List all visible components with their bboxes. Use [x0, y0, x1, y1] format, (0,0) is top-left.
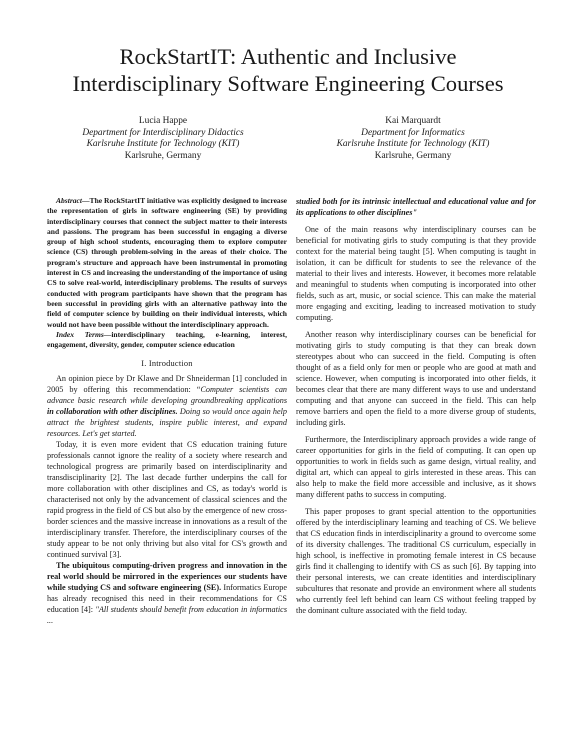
- body-paragraph-4: This paper proposes to grant special attention to the opportunities offered by the interdisciplinary learning and teaching of CS. We believe that CS education finds in interdisciplinarity a ground to overcome some of its diversity challenges. The traditional CS curriculum, especially in high school, is ineffective in promoting female interest in CS because girls find it challenging to identify with CS as such [6]. By tapping into their personal interests, we can create identities and interdisciplinary subcultures that resonate and provide an environment where all students who currently feel left behind can learn CS without feeling trapped by the dominant culture associated with the field today.: [296, 507, 536, 615]
- author-name: Kai Marquardt: [385, 116, 441, 126]
- index-terms-text: —interdisciplinary teaching, e-learning, interest, engagement, diversity, gender, computer science education: [47, 329, 287, 350]
- index-terms-label: Index Terms: [56, 329, 104, 339]
- author-department: Department for Informatics: [361, 127, 465, 138]
- body-paragraph-3: Furthermore, the Interdisciplinary approach provides a wide range of career opportunities for girls in the field of computing. It can open up opportunities to work in fields such as game design, virtual reality, and digital art, which can appeal to girls interested in these areas. This can also help to make the field more accessible and inclusive, as it shows many different paths to success in computing.: [296, 435, 536, 499]
- right-column: [296, 196, 536, 616]
- intro-paragraph-1: An opinion piece by Dr Klawe and Dr Shneiderman [1] concluded in 2005 by offering this recommendation: “Computer scientists can advance basic research while developing groundbreaking applications in collaboration with other disciplines. Doing so would once again help attract the brightest students, inspire public interest, and expand resources. Let's get started.: [47, 374, 288, 439]
- paper-title: [40, 43, 536, 97]
- author-institute: Karlsruhe Institute for Technology (KIT): [336, 139, 490, 149]
- quote-continuation: studied both for its intrinsic intellectual and educational value and for its applications to other disciplines": [296, 197, 536, 217]
- left-column: [47, 196, 287, 626]
- body-paragraph-2: Another reason why interdisciplinary courses can be beneficial for motivating girls to study computing is that they can break down stereotypes about who can succeed in the field. Computing is often thought of as a field only for men or people who are good at math and science. However, when computing is incorporated into other fields, it becomes clear that there are many different ways to use and understand computing and that anyone can succeed in the field. This can help remove barriers and open the field to a more diverse group of students, including girls.: [296, 330, 536, 427]
- author-location: Karlsruhe, Germany: [374, 150, 452, 161]
- author-name: Lucia Happe: [138, 116, 188, 126]
- abstract: [47, 196, 287, 350]
- author-block-2: [288, 116, 538, 162]
- author-location: Karlsruhe, Germany: [124, 150, 202, 161]
- intro-paragraph-3: The ubiquitous computing-driven progress and innovation in the real world should be mirrored in the experiences our students have while studying CS and software engineering (SE). Informatics Europe has already recognised this need in their recommendations for CS education [4]: "All students should benefit from education in informatics ...: [47, 561, 288, 626]
- author-department: Department for Interdisciplinary Didactics: [82, 127, 244, 138]
- section-heading: I. Introduction: [141, 359, 193, 369]
- title-line-2: Interdisciplinary Software Engineering Courses: [72, 71, 504, 96]
- author-block-1: [38, 116, 288, 162]
- intro-paragraph-2: Today, it is even more evident that CS education training future professionals cannot ignore the reality of a society where research and technological progress are primarily based on interdisciplinarity and transdisciplinarity [2]. The last decade further underpins the call for more collaboration with other disciplines and CS, as today's world is characterised not only by the advancement of classical sciences and the rapid progress in the field of CS but also by the emergence of new cross-border sciences and the massive increase in innovations as a result of the interdisciplinary transfer. Therefore, the interdisciplinary courses of the study appear to be not only thriving but also vital for CS's growth and continued survival [3].: [47, 440, 287, 560]
- body-paragraph-1: One of the main reasons why interdisciplinary courses can be beneficial for motivating girls to study computing is that they provide context for the material being taught [5]. When computing is taught in isolation, it can be difficult for students to see the relevance of the material to their lives and interests. However, it becomes more relatable and meaningful to students when computing is incorporated into other fields, such as art, music, or social science. This can make the material more engaging and exciting, leading to increased motivation to study computing.: [296, 225, 536, 322]
- title-line-1: RockStartIT: Authentic and Inclusive: [119, 44, 457, 69]
- abstract-text: —The RockStartIT initiative was explicitly designed to increase the representation of girls in software engineering (SE) by providing interdisciplinary courses that connect the subject matter to their interests and passions. The program has been successful in engaging a diverse group of high school students, encouraging them to explore computer science (CS) through problem-solving in the areas of their choice. The program's structure and approach have been instrumental in promoting interest in CS and increasing the understanding of the importance of using CS to solve real-world, interdisciplinary problems. The results of surveys conducted with program participants have shown that the program has been successful in providing girls with an alternative pathway into the field of computer science by building on their individual interests, which would not have been possible without the interdisciplinary approach.: [47, 196, 287, 329]
- abstract-label: Abstract: [56, 196, 82, 205]
- author-institute: Karlsruhe Institute for Technology (KIT): [86, 139, 240, 149]
